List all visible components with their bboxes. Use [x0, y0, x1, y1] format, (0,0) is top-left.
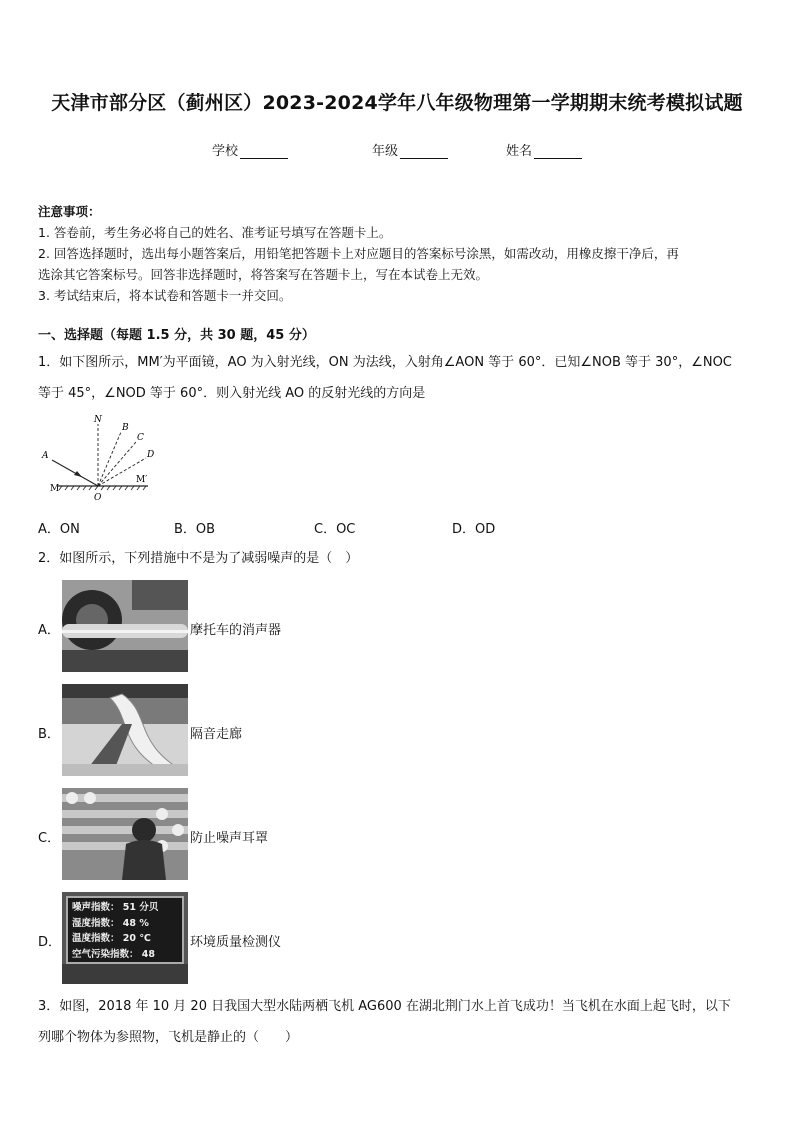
- q1-option-d[interactable]: D．OD: [452, 522, 496, 537]
- school-field[interactable]: [212, 140, 288, 159]
- grade-label: 年级: [372, 144, 399, 159]
- mirror-hatching: [59, 486, 146, 490]
- board-air-pollution: 空气污染指数： 48: [72, 948, 156, 960]
- label-d: D: [147, 450, 155, 460]
- board-temperature: 温度指数： 20 ℃: [72, 933, 151, 944]
- notice-item-2-cont: 选涂其它答案标号。回答非选择题时，将答案写在答题卡上，写在本试卷上无效。: [38, 267, 489, 282]
- grade-field[interactable]: [372, 140, 448, 159]
- label-b: B: [122, 423, 129, 433]
- question-3-line-2: 列哪个物体为参照物，飞机是静止的（ ）: [38, 1030, 299, 1045]
- ray-oc: [98, 442, 136, 486]
- q2-option-a-caption: 摩托车的消声器: [190, 623, 282, 638]
- q1-option-a[interactable]: A．ON: [38, 522, 80, 537]
- page-title: 天津市部分区（蓟州区）2023-2024学年八年级物理第一学期期末统考模拟试题: [51, 92, 743, 114]
- label-n: N: [94, 415, 102, 425]
- notice-item-2: 2. 回答选择题时，选出每小题答案后，用铅笔把答题卡上对应题目的答案标号涂黑，如需改动，用橡皮擦干净后，再: [38, 246, 679, 261]
- board-noise: 噪声指数： 51 分贝: [72, 902, 159, 913]
- notice-item-3: 3. 考试结束后，将本试卷和答题卡一并交回。: [38, 288, 292, 303]
- notice-heading: 注意事项：: [38, 204, 101, 219]
- q1-option-b[interactable]: B．OB: [174, 522, 216, 537]
- q2-option-b-caption: 隔音走廊: [190, 727, 243, 742]
- school-label: 学校: [212, 144, 239, 159]
- board-humidity: 湿度指数： 48 %: [72, 917, 149, 929]
- mirror-diagram: [38, 410, 158, 505]
- q2-option-b-label[interactable]: B．: [38, 727, 60, 742]
- incident-arrow-icon: [74, 471, 82, 477]
- monitor-board: [66, 896, 184, 964]
- label-m: M: [50, 484, 60, 494]
- section-heading: 一、选择题（每题 1.5 分，共 30 题，45 分）: [38, 328, 315, 343]
- motorcycle-muffler-image: [62, 580, 188, 672]
- q2-option-a-label[interactable]: A．: [38, 623, 60, 638]
- label-m-prime: M′: [136, 475, 148, 485]
- question-3-line-1: 3．如图，2018 年 10 月 20 日我国大型水陆两栖飞机 AG600 在湖北荆门水上首飞成功！当飞机在水面上起飞时，以下: [38, 999, 731, 1014]
- label-c: C: [137, 433, 144, 443]
- q1-option-c[interactable]: C．OC: [314, 522, 356, 537]
- label-o: O: [94, 493, 102, 503]
- label-a: A: [42, 451, 49, 461]
- earmuff-worker-image: [62, 788, 188, 880]
- environment-monitor-image: [62, 892, 188, 984]
- name-field[interactable]: [506, 140, 582, 159]
- notice-block: [38, 201, 758, 306]
- q2-option-c-label[interactable]: C．: [38, 831, 61, 846]
- incident-ray: [52, 460, 98, 486]
- notice-item-1: 1. 答卷前，考生务必将自己的姓名、准考证号填写在答题卡上。: [38, 225, 392, 240]
- ray-ob: [98, 432, 121, 486]
- name-label: 姓名: [506, 144, 533, 159]
- question-2-stem: 2．如图所示，下列措施中不是为了减弱噪声的是（ ）: [38, 551, 359, 566]
- q2-option-c-caption: 防止噪声耳罩: [190, 831, 269, 846]
- question-1-line-1: 1．如下图所示，MM′为平面镜，AO 为入射光线，ON 为法线，入射角∠AON 等于 60°．已知∠NOB 等于 30°，∠NOC: [38, 355, 732, 370]
- question-1-line-2: 等于 45°，∠NOD 等于 60°．则入射光线 AO 的反射光线的方向是: [38, 386, 426, 401]
- soundproof-corridor-image: [62, 684, 188, 776]
- q2-option-d-caption: 环境质量检测仪: [190, 935, 282, 950]
- q2-option-d-label[interactable]: D．: [38, 935, 62, 950]
